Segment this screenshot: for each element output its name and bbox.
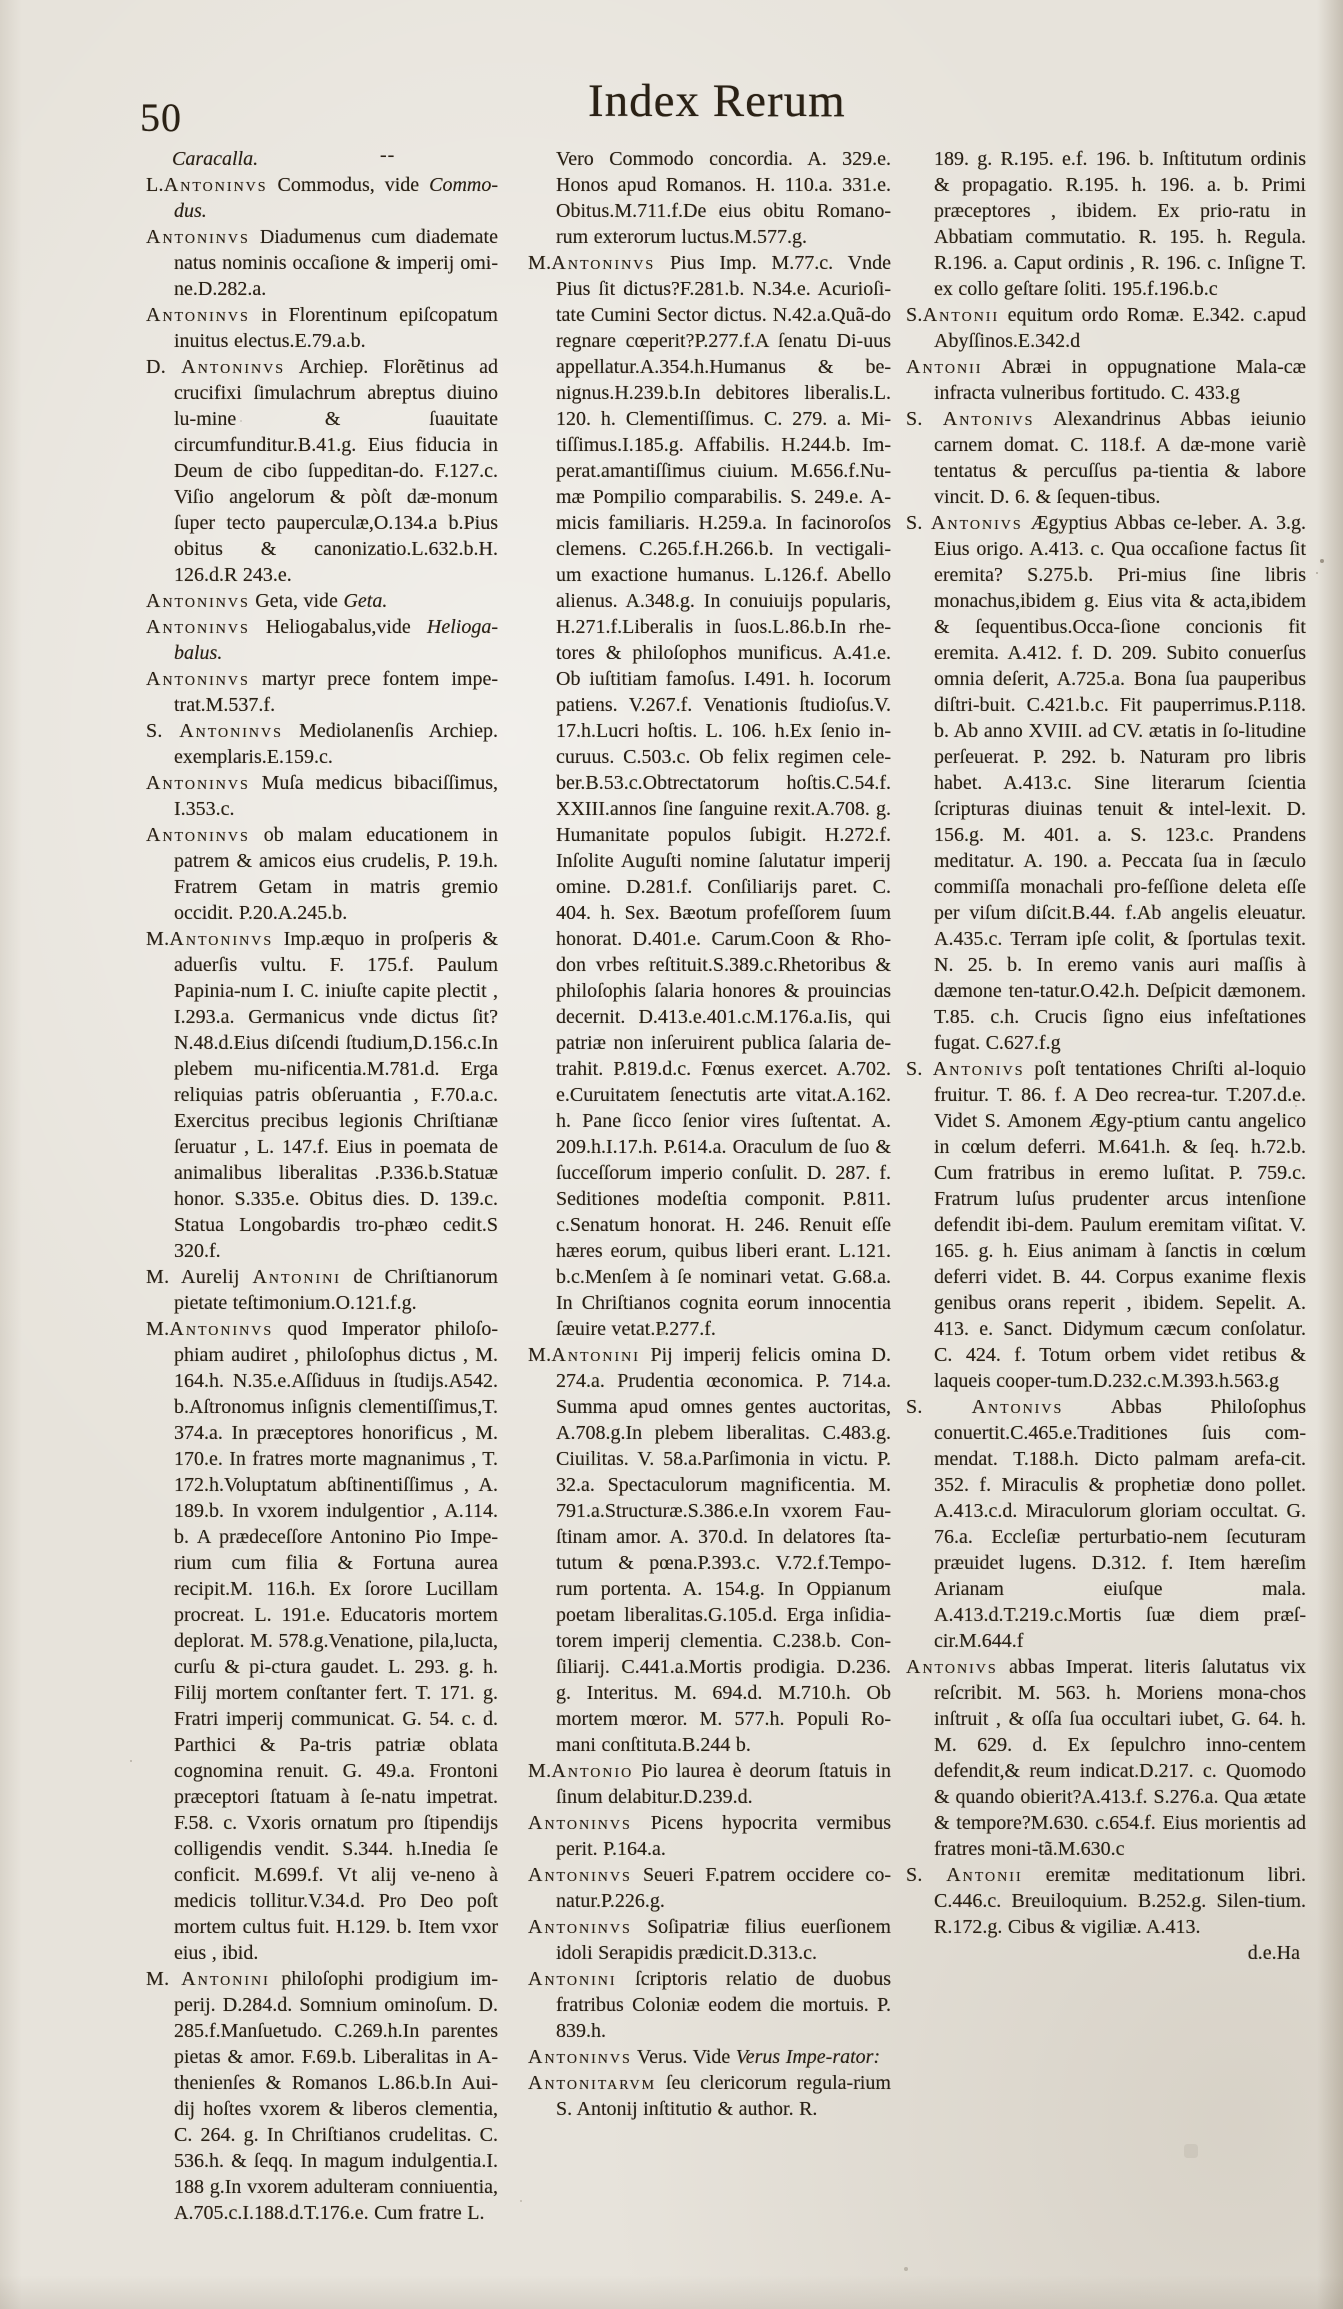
index-entry (146, 666, 498, 718)
entry-head: M. (146, 1968, 182, 1990)
entry-body: Verus. Vide Verus Impe-rator: (631, 2046, 881, 2068)
entry-term: Antoninvs (169, 1318, 274, 1340)
entry-term: Antonini (528, 1968, 617, 1990)
entry-term: Antoninvs (146, 304, 250, 326)
entry-body: Mediolanenſis Archiep. exemplaris.E.159.c. (174, 720, 498, 768)
entry-head: M. (528, 1760, 552, 1782)
entry-head: D. (146, 356, 182, 378)
entry-term: Antonivs (906, 1656, 998, 1678)
entry-term: Antoninvs (528, 1916, 632, 1938)
index-entry (906, 354, 1306, 406)
entry-body: de Chriſtianorum pietate teſtimonium.O.121.f.g. (174, 1266, 498, 1314)
entry-term: Antoninvs (528, 1864, 632, 1886)
index-entry (146, 614, 498, 666)
entry-body: Abræi in oppugnatione Mala-cæ infracta vulneribus fortitudo. C. 433.g (934, 356, 1306, 404)
entry-body: Vero Commodo concordia. A. 329.e. Honos apud Romanos. H. 110.a. 331.e. Obitus.M.711.f.De eius obitu Romano-rum exterorum luctus.M.577.g. (556, 148, 891, 248)
index-entry (528, 2044, 891, 2070)
page-number: 50 (140, 95, 182, 140)
entry-head: S. (906, 1396, 972, 1418)
index-entry (906, 1056, 1306, 1394)
entry-term: Antonivs (931, 512, 1023, 534)
entry-term: Antonii (946, 1864, 1023, 1886)
entry-body: poſt tentationes Chriſti al-loquio fruitur. T. 86. f. A Deo recrea-tur. T.207.d.e. Videt S. Amonem Ægy-ptium cantu angelico in cœlum deferri. M.641.h. & ſeq. h.72.b. Cum fratribus in eremo luſitat. P. 759.c. Fratrum luſus prudenter arcus intenſione defendit ibi-dem. Paulum eremitam viſitat. V. 165. g. h. Eius animam à ſanctis in cœlum deferri videt. B. 44. Corpus exanime flexis genibus orans reperit , ibidem. Sepelit. A. 413. e. Sanct. Didymum cæcum conſolatur. C. 424. f. Totum orbem videt retibus & laqueis cooper-tum.D.232.c.M.393.h.563.g (934, 1058, 1306, 1392)
entry-term: Antonini (181, 1968, 270, 1990)
entry-body: Imp.æquo in proſperis & aduerſis vultu. F. 175.f. Paulum Papinia-num I. C. iniuſte capite plectit , I.293.a. Germanicus vnde dictus ſit? N.48.d.Eius diſcendi ſtudium,D.156.c.In plebem mu-nificentia.M.781.d. Erga reliquias patris obſeruantia , F.70.a.c. Exercitus precibus legionis Chriſtianæ ſeruatur , L. 147.f. Eius in poemata de animalibus liberalitas .P.336.b.Statuæ honor. S.335.e. Obitus dies. D. 139.c. Statua Longobardis tro-phæo cedit.S 320.f. (174, 928, 498, 1262)
entry-body: Alexandrinus Abbas ieiunio carnem domat. C. 118.f. A dæ-mone variè tentatus & percuſſus pa-tientia & labore vincit. D. 6. & ſequen-tibus. (934, 408, 1306, 508)
index-entry (528, 1966, 891, 2044)
index-entry (906, 1394, 1306, 1654)
entry-body: abbas Imperat. literis ſalutatus vix reſcribit. M. 563. h. Moriens mona-chos inſtruit , & oſſa ſua occultari iubet, G. 64. h. M. 629. d. Ex ſepulchro inno-centem defendit,& reum indicat.D.217. c. Quomodo & quando obierit?A.413.f. S.276.a. Qua ætate & tempore?M.630. c.654.f. Eius morientis ad fratres moni-tã.M.630.c (934, 1656, 1306, 1860)
entry-head: S. (906, 408, 943, 430)
index-entry (906, 302, 1306, 354)
entry-body: Picens hypocrita vermibus perit. P.164.a. (556, 1812, 891, 1860)
entry-term: Antoninvs (551, 252, 656, 274)
index-entry (906, 510, 1306, 1056)
entry-body: quod Imperator philoſo-phiam audiret , philoſophus dictus , M. 164.h. N.35.e.Aſſiduus in ſtudijs.A542. b.Aſtronomus inſignis clementiſſimus,T. 374.a. In præceptores honorificus , M. 170.e. In fratres morte magnanimus , T. 172.h.Voluptatum abſtinentiſſimus , A. 189.b. In vxorem indulgentior , A.114. b. A prædeceſſore Antonino Pio Impe-rium cum filia & Fortuna aurea recipit.M. 116.h. Ex ſorore Lucillam procreat. L. 191.e. Educatoris mortem deplorat. M. 578.g.Venatione, pila,lucta, curſu & pi-ctura gaudet. L. 293. g. h. Filij mortem conſtanter fert. T. 171. g. Fratri imperij communicat. G. 54. c. d. Parthici & Pa-tris patriæ oblata cognomina renuit. G. 49.a. Frontoni præceptori ſtatuam à ſe-natu impetrat. F.58. c. Vxoris ornatum pro ſtipendijs colligendis vendit. S.344. h.Inedia ſe conficit. M.699.f. Vt alij ve-neno à medicis tollitur.V.34.d. Pro Deo poſt mortem cultus fuit. H.129. b. Item vxor eius , ibid. (174, 1318, 498, 1964)
entry-term: Antoninvs (179, 720, 283, 742)
header-dash: -- (380, 144, 396, 166)
entry-body: Abbas Philoſophus conuertit.C.465.e.Traditiones ſuis com-mendat. T.188.h. Dicto palmam arefa-cit. 352. f. Miraculis & prophetiæ dono pollet. A.413.c.d. Miraculorum gloriam occultat. G. 76.a. Eccleſiæ perturbatio-nem ſecuturam præuidet lugens. D.312. f. Item hæreſim Arianam eiuſque mala. A.413.d.T.219.c.Mortis ſuæ diem præſ-cir.M.644.f (934, 1396, 1306, 1652)
entry-term: Antonitarvm (528, 2072, 657, 2094)
section-header (146, 146, 498, 172)
entry-body: Muſa medicus bibaciſſimus, I.353.c. (174, 772, 498, 820)
index-entry (146, 1316, 498, 1966)
index-entry (146, 354, 498, 588)
entry-term: Antonii (922, 304, 1000, 326)
entry-head: M. (146, 928, 170, 950)
entry-body: martyr prece fontem impe-trat.M.537.f. (174, 668, 498, 716)
entry-term: Antonivs (942, 408, 1035, 430)
index-column-right (906, 146, 1306, 1966)
entry-term: Antoninvs (181, 356, 285, 378)
entry-term: Antoninvs (146, 772, 250, 794)
entry-term: Antoninvs (146, 616, 250, 638)
entry-term: Antonivs (932, 1058, 1025, 1080)
entry-term: Antoninvs (146, 668, 250, 690)
entry-term: Antonio (551, 1760, 634, 1782)
entry-body: equitum ordo Romæ. E.342. c.apud Abyſſinos.E.342.d (934, 304, 1306, 352)
index-column-middle (528, 146, 891, 2122)
entry-head: M. (146, 1318, 170, 1340)
entry-body: eremitæ meditationum libri. C.446.c. Breuiloquium. B.252.g. Silen-tium. R.172.g. Cibus & vigiliæ. A.413. (934, 1864, 1306, 1938)
index-entry (146, 1966, 498, 2226)
index-entry (906, 1862, 1306, 1940)
entry-head: M. (528, 1344, 552, 1366)
entry-term: Antonivs (971, 1396, 1064, 1418)
index-entry-continuation (528, 146, 891, 250)
entry-body: Seueri F.patrem occidere co-natur.P.226.g. (556, 1864, 891, 1912)
index-entry (528, 1758, 891, 1810)
index-entry-continuation (906, 146, 1306, 302)
index-entry (146, 302, 498, 354)
entry-head: M. Aurelij (146, 1266, 253, 1288)
page-title: Index Rerum (588, 75, 846, 127)
entry-body: ob malam educationem in patrem & amicos eius crudelis, P. 19.h. Fratrem Getam in matris gremio occidit. P.20.A.245.b. (174, 824, 498, 924)
entry-head: S. (906, 1058, 933, 1080)
entry-body: 189. g. R.195. e.f. 196. b. Inſtitutum ordinis & propagatio. R.195. h. 196. a. b. Primi præceptores , ibidem. Ex prio-ratu in Abbatiam commutatio. R. 195. h. Regula. R.196. a. Caput ordinis , R. 196. c. Inſigne T. ex collo geſtare ſoliti. 195.f.196.b.c (934, 148, 1306, 300)
index-entry (146, 718, 498, 770)
entry-body: Diadumenus cum diademate natus nominis occaſione & imperij omi-ne.D.282.a. (174, 226, 498, 300)
entry-term: Antoninvs (163, 174, 268, 196)
entry-body: Pio laurea è deorum ſtatuis in ſinum delabitur.D.239.d. (556, 1760, 891, 1808)
index-entry (528, 1810, 891, 1862)
index-entry (528, 250, 891, 1342)
entry-term: Antoninvs (528, 1812, 632, 1834)
entry-term: Antoninvs (146, 590, 250, 612)
index-entry (906, 406, 1306, 510)
section-header-label: Caracalla. (172, 148, 259, 170)
index-entry (906, 1654, 1306, 1862)
entry-head: S. (146, 720, 180, 742)
entry-term: Antonini (551, 1344, 640, 1366)
catchword: d.e.Ha (1247, 1942, 1300, 1964)
entry-body: ſeu clericorum regula-rium S. Antonij inſtitutio & author. R. (556, 2072, 891, 2120)
entry-body: Archiep. Florẽtinus ad crucifixi ſimulachrum abreptus diuino lu-mine & ſuauitate circumfunditur.B.41.g. Eius fiducia in Deum de cibo ſuppeditan-do. F.127.c. Viſio angelorum & pòſt dæ-monum ſuper tecto pauperculæ,O.134.a b.Pius obitus & canonizatio.L.632.b.H. 126.d.R 243.e. (174, 356, 498, 586)
entry-body: in Florentinum epiſcopatum inuitus electus.E.79.a.b. (174, 304, 498, 352)
index-entry (146, 770, 498, 822)
entry-term: Antonini (252, 1266, 341, 1288)
entry-term: Antoninvs (146, 824, 250, 846)
entry-term: Antoninvs (528, 2046, 632, 2068)
index-column-left (146, 146, 498, 2226)
entry-body: Soſipatriæ filius euerſionem idoli Serapidis prædicit.D.313.c. (556, 1916, 891, 1964)
index-entry (528, 2070, 891, 2122)
entry-body: Commodus, vide Commo-dus. (174, 174, 498, 222)
entry-body: philoſophi prodigium im-perij. D.284.d. Somnium ominoſum. D. 285.f.Manſuetudo. C.269.h.In parentes pietas & amor. F.69.b. Liberalitas in A-thenienſes & Romanos L.86.b.In Aui-dij hoſtes vxorem & liberos clementia, C. 264. g. In Chriſtianos crudelitas. C. 536.h. & ſeqq. In magum indulgentia.I. 188 g.In vxorem adulteram conniuentia, A.705.c.I.188.d.T.176.e. Cum fratre L. (174, 1968, 498, 2224)
entry-head: S. (906, 512, 932, 534)
entry-head: M. (528, 252, 552, 274)
entry-head: S. (906, 304, 923, 326)
entry-head: S. (906, 1864, 947, 1886)
index-entry (146, 588, 498, 614)
index-entry (146, 172, 498, 224)
entry-body: Heliogabalus,vide Helioga-balus. (174, 616, 498, 664)
index-entry (528, 1914, 891, 1966)
index-entry (146, 1264, 498, 1316)
index-entry (146, 224, 498, 302)
entry-body: Pij imperij felicis omina D. 274.a. Prudentia œconomica. P. 714.a. Summa apud omnes gentes auctoritas, A.708.g.In plebem liberalitas. C.483.g. Ciuilitas. V. 58.a.Parſimonia in victu. P. 32.a. Spectaculorum magnificentia. M. 791.a.Structuræ.S.386.e.In vxorem Fau-ſtinam amor. A. 370.d. In delatores ſta-tutum & pœna.P.393.c. V.72.f.Tempo-rum portenta. A. 154.g. In Oppianum poetam liberalitas.G.105.d. Erga inſidia-torem imperij clementia. C.238.b. Con-ſiliarij. C.441.a.Mortis prodigia. D.236. g. Interitus. M. 694.d. M.710.h. Ob mortem mœror. M. 577.h. Populi Ro-mani conſtituta.B.244 b. (556, 1344, 891, 1756)
entry-term: Antoninvs (169, 928, 274, 950)
entry-head: L. (146, 174, 164, 196)
entry-term: Antonii (906, 356, 983, 378)
entry-term: Antoninvs (146, 226, 250, 248)
index-entry (528, 1862, 891, 1914)
index-entry (146, 822, 498, 926)
entry-body: Pius Imp. M.77.c. Vnde Pius ſit dictus?F.281.b. N.34.e. Acurioſi-tate Cumini Sector dictus. N.42.a.Quã-do regnare cœperit?P.277.f.A ſenatu Di-uus appellatur.A.354.h.Humanus & be-nignus.H.239.b.In debitores liberalis.L. 120. h. Clementiſſimus. C. 279. a. Mi-tiſſimus.I.185.g. Affabilis. H.244.b. Im-perat.amantiſſimus ciuium. M.656.f.Nu-mæ Pompilio comparabilis. S. 249.e. A-micis familiaris. H.259.a. In facinoroſos clemens. C.265.f.H.266.b. In vectigali-um exactione humanus. L.126.f. Abello alienus. A.348.g. In conuiuijs popularis, H.271.f.Liberalis in ſuos.L.86.b.In rhe-tores & philoſophos munificus. A.41.e. Ob iuſtitiam famoſus. I.491. h. Iocorum patiens. V.267.f. Venationis ſtudioſus.V. 17.h.Lucri hoſtis. L. 106. h.Ex ſenio in-curuus. C.503.c. Ob felix regimen cele-ber.B.53.c.Obtrectatorum hoſtis.C.54.f. XXIII.annos ſine ſanguine rexit.A.708. g. Humanitate populos ſubigit. H.272.f. Inſolite Auguſti nomine ſalutatur imperij omine. D.281.f. Conſiliarijs paret. C. 404. h. Sex. Bæotum profeſſorem ſuum honorat. D.401.e. Carum.Coon & Rho-don vrbes reſtituit.S.389.c.Rhetoribus & philoſophis ſalaria honores & prouincias decernit. D.413.e.401.c.M.176.a.Iis, qui patriæ non inſeruirent publica ſalaria de-trahit. P.819.d.c. Fœnus exercet. A.702. e.Curuitatem ſenectutis arte vitat.A.162. h. Pane ſicco ſenior vires ſuſtentat. A. 209.h.I.17.h. P.614.a. Oraculum de ſuo & ſucceſſorum imperio conſulit. D. 287. f. Seditiones modeſtia componit. P.811. c.Senatum honorat. H. 246. Renuit eſſe hæres eorum, quibus liberi erant. L.121. b.c.Menſem à ſe nominari vetat. G.68.a. In Chriſtianos cognita eorum innocentia ſæuire vetat.P.277.f. (556, 252, 891, 1340)
paper-specks (0, 0, 2, 2)
entry-body: Ægyptius Abbas ce-leber. A. 3.g. Eius origo. A.413. c. Qua occaſione factus ſit eremita? S.275.b. Pri-mius ſine libris monachus,ibidem g. Eius vita & acta,ibidem & ſequentibus.Occa-ſione concionis fit eremita. A.412. f. D. 209. Subito conuerſus omnia deſerit, A.725.a. Bona ſua pauperibus diſtri-buit. C.421.b.c. Fit pauperrimus.P.118. b. Ab anno XVIII. ad CV. ætatis in ſo-litudine perſeuerat. P. 292. b. Naturam pro libris habet. A.413.c. Sine literarum ſcientia ſcripturas diuinas tenuit & intel-lexit. D. 156.g. M. 401. a. S. 123.c. Prandens meditatur. A. 190. a. Peccata ſua in ſæculo commiſſa monachali pro-feſſione deleta eſſe per viſum diſcit.B.44. f.Ab angelis eleuatur. A.435.c. Terram ipſe colit, & ſportulas texit. N. 25. b. In eremo vanis auri maſſis à dæmone ten-tatur.O.42.h. Deſpicit dæmonem. T.85. c.h. Crucis ſigno eius infeſtationes fugat. C.627.f.g (934, 512, 1306, 1054)
entry-body: Geta, vide Geta. (249, 590, 388, 612)
index-entry (528, 1342, 891, 1758)
index-entry (146, 926, 498, 1264)
entry-body: ſcriptoris relatio de duobus fratribus Coloniæ eodem die mortuis. P. 839.h. (556, 1968, 891, 2042)
